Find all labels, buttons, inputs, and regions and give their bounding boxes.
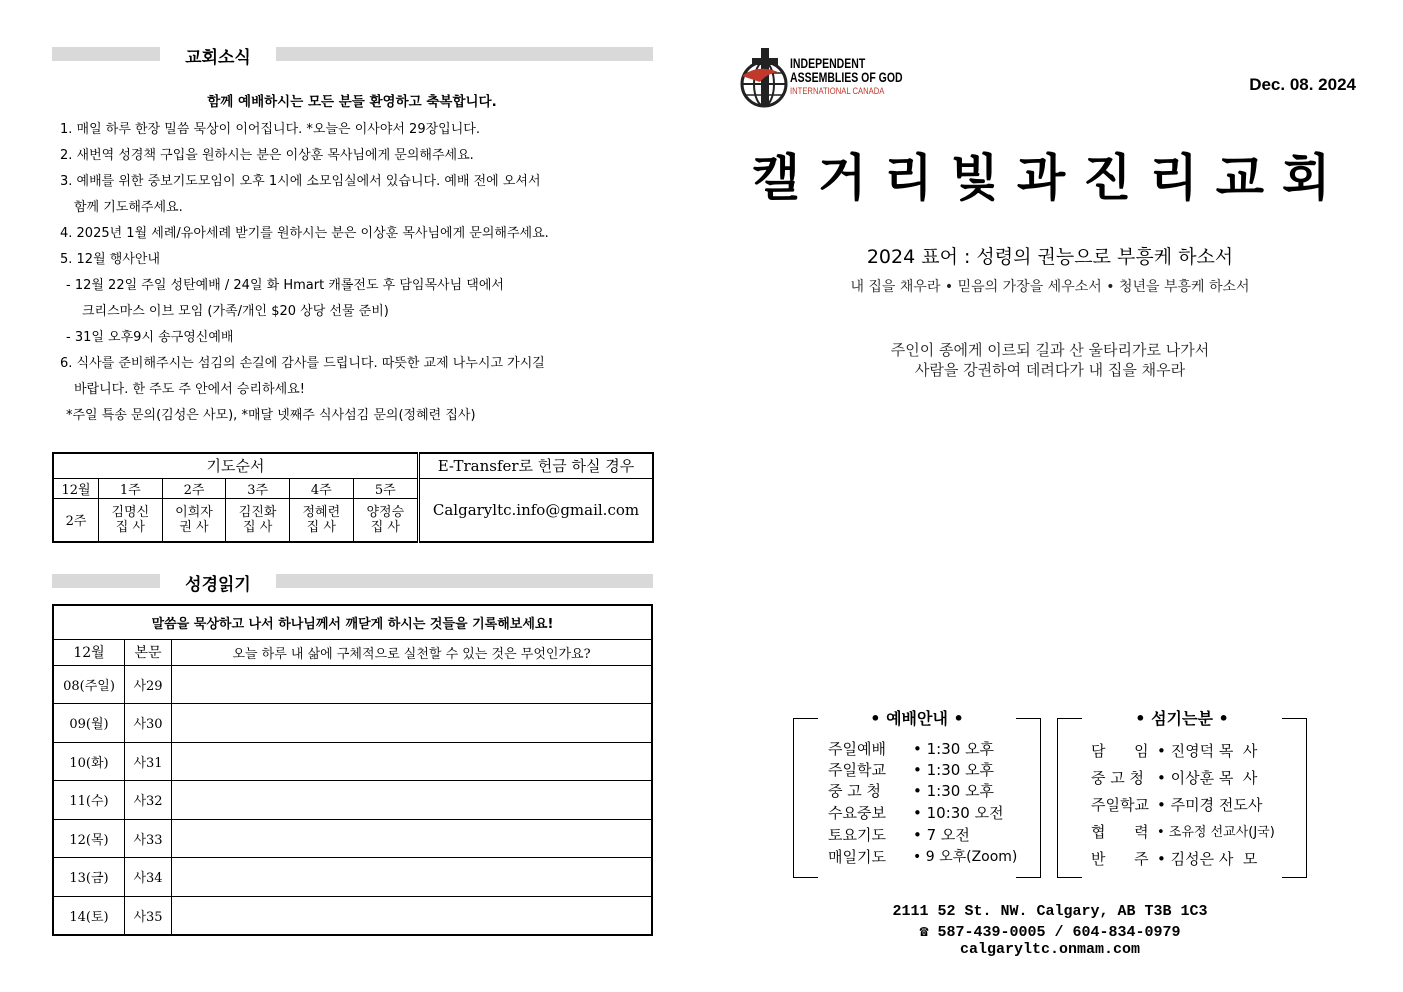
motto-subtitle: 내 집을 채우라 • 믿음의 가장을 세우소서 • 청년을 부흥케 하소서 <box>850 279 1250 295</box>
reading-instruction: 말씀을 묵상하고 나서 하나님께서 깨닫게 하시는 것들을 기록해보세요! <box>53 605 652 639</box>
reading-note-field[interactable] <box>172 896 653 935</box>
service-name: 주일학교 <box>828 761 886 779</box>
service-info-box <box>793 709 1041 876</box>
reading-passage: 사29 <box>125 665 172 704</box>
prayer-title: 기도순서 <box>53 453 419 478</box>
staff-name: • 주미경 전도사 <box>1157 796 1263 814</box>
news-line: 크리스마스 이브 모임 (가족/개인 $20 상당 선물 준비) <box>82 304 389 319</box>
reading-note-field[interactable] <box>172 704 653 743</box>
reading-date: 11(수) <box>53 781 125 820</box>
section-bar-right <box>276 47 653 61</box>
staff-name: • 조유정 선교사(J국) <box>1157 825 1275 840</box>
service-name: 매일기도 <box>828 848 886 866</box>
staff-role: 주일학교 <box>1091 796 1149 814</box>
reading-date: 10(화) <box>53 742 125 781</box>
week-header: 1주 <box>99 478 163 498</box>
reading-passage: 사30 <box>125 704 172 743</box>
service-name: 수요중보 <box>828 804 886 822</box>
section-bar-left <box>52 47 160 61</box>
section-bar-left <box>52 574 160 588</box>
prayer-month: 12월 <box>53 478 99 498</box>
reading-note-field[interactable] <box>172 665 653 704</box>
prayer-name: 정혜련 <box>302 504 341 520</box>
news-line: *주일 특송 문의(김성은 사모), *매달 넷째주 식사섬김 문의(정혜련 집사) <box>66 408 476 423</box>
news-line: 6. 식사를 준비해주시는 섬김의 손길에 감사를 드립니다. 따뜻한 교제 나누시고 가시길 <box>60 356 545 371</box>
church-address: 2111 52 St. NW. Calgary, AB T3B 1C3 <box>892 903 1208 920</box>
news-line: 5. 12월 행사안내 <box>60 252 161 267</box>
reading-note-field[interactable] <box>172 819 653 858</box>
etransfer-email[interactable]: Calgaryltc.info@gmail.com <box>419 478 654 542</box>
prayer-name: 김진화 <box>238 504 277 520</box>
reading-passage: 사33 <box>125 819 172 858</box>
prayer-name-cell <box>353 498 418 542</box>
news-heading: 교회소식 <box>185 48 251 68</box>
bible-reading-table <box>52 604 653 936</box>
service-time: • 10:30 오전 <box>913 804 1004 822</box>
service-name: 토요기도 <box>828 826 886 844</box>
news-line: 1. 매일 하루 한장 밀씀 묵상이 이어집니다. *오늘은 이사야서 29장입니다. <box>60 122 480 137</box>
service-name: 중 고 청 <box>828 782 882 800</box>
news-line: 바랍니다. 한 주도 주 안에서 승리하세요! <box>74 382 305 397</box>
news-line: 4. 2025년 1월 세례/유아세례 받기를 원하시는 분은 이상훈 목사님에게 문의해주세요. <box>60 226 549 241</box>
reading-col-question: 오늘 하루 내 삶에 구체적으로 실천할 수 있는 것은 무엇인가요? <box>172 639 653 665</box>
news-line: - 12월 22일 주일 성탄예배 / 24일 화 Hmart 캐롤전도 후 담임목사님 댁에서 <box>66 278 504 293</box>
staff-box <box>1057 709 1307 876</box>
week-header: 3주 <box>226 478 290 498</box>
section-bar-right <box>276 574 653 588</box>
prayer-role: 집 사 <box>370 519 400 535</box>
prayer-name: 양정승 <box>366 504 405 520</box>
service-name: 주일예배 <box>828 740 886 758</box>
globe-cross-icon <box>738 46 794 110</box>
staff-name: • 김성은 사 모 <box>1157 850 1258 868</box>
service-time: • 1:30 오후 <box>913 782 995 800</box>
reading-note-field[interactable] <box>172 742 653 781</box>
service-info-title: • 예배안내 • <box>870 709 964 728</box>
staff-role: 협 력 <box>1091 823 1149 841</box>
service-time: • 9 오후(Zoom) <box>913 849 1018 865</box>
reading-passage: 사35 <box>125 896 172 935</box>
bulletin-date: Dec. 08. 2024 <box>1249 75 1356 94</box>
staff-name: • 진영덕 목 사 <box>1157 742 1258 760</box>
staff-role: 중 고 청 <box>1091 769 1145 787</box>
reading-note-field[interactable] <box>172 781 653 820</box>
staff-role: 담 임 <box>1091 742 1149 760</box>
week-header: 5주 <box>353 478 418 498</box>
prayer-name-cell <box>162 498 226 542</box>
news-list <box>60 117 660 429</box>
etransfer-title: E-Transfer로 헌금 하실 경우 <box>419 453 654 478</box>
reading-passage: 사31 <box>125 742 172 781</box>
prayer-name-cell <box>289 498 353 542</box>
verse-line: 사람을 강권하여 데려다가 내 집을 채우라 <box>914 361 1186 379</box>
prayer-role: 집 사 <box>243 519 273 535</box>
logo-line: INTERNATIONAL CANADA <box>790 86 885 96</box>
reading-col-text: 본문 <box>125 639 172 665</box>
logo-line: ASSEMBLIES OF GOD <box>790 69 903 85</box>
news-line: 3. 예배를 위한 중보기도모임이 오후 1시에 소모임실에서 있습니다. 예배 전에 오셔서 <box>60 174 541 189</box>
news-line: 2. 새번역 성경책 구입을 원하시는 분은 이상훈 목사님에게 문의해주세요. <box>60 148 474 163</box>
annual-motto: 2024 표어 : 성령의 권능으로 부흥케 하소서 <box>866 246 1234 268</box>
reading-passage: 사32 <box>125 781 172 820</box>
week-header: 4주 <box>289 478 353 498</box>
prayer-name-cell <box>226 498 290 542</box>
church-website[interactable]: calgaryltc.onmam.com <box>959 941 1141 958</box>
denomination-logo <box>738 46 794 110</box>
prayer-role: 집 사 <box>115 519 145 535</box>
reading-date: 13(금) <box>53 858 125 897</box>
church-phone: ☎ 587-439-0005 / 604-834-0979 <box>919 924 1181 941</box>
reading-date: 09(월) <box>53 704 125 743</box>
staff-name: • 이상훈 목 사 <box>1157 769 1258 787</box>
staff-role: 반 주 <box>1091 850 1149 868</box>
reading-date: 14(토) <box>53 896 125 935</box>
logo-text <box>790 56 940 98</box>
staff-title: • 섬기는분 • <box>1135 709 1229 728</box>
welcome-message: 함께 예배하시는 모든 분들 환영하고 축복합니다. <box>207 94 497 110</box>
prayer-role: 권 사 <box>179 519 209 535</box>
church-name: 캘거리빛과진리교회 <box>751 149 1349 207</box>
reading-col-month: 12월 <box>53 639 125 665</box>
service-time: • 1:30 오후 <box>913 740 995 758</box>
service-time: • 7 오전 <box>913 826 970 844</box>
reading-date: 08(주일) <box>53 665 125 704</box>
prayer-name: 이희자 <box>175 504 213 520</box>
reading-date: 12(목) <box>53 819 125 858</box>
reading-heading: 성경읽기 <box>185 575 251 595</box>
logo-line: INDEPENDENT <box>790 55 866 71</box>
prayer-row-label: 2주 <box>53 498 99 542</box>
prayer-role: 집 사 <box>306 519 336 535</box>
prayer-name: 김명신 <box>111 504 150 520</box>
service-time: • 1:30 오후 <box>913 761 995 779</box>
reading-passage: 사34 <box>125 858 172 897</box>
prayer-schedule-table <box>52 452 654 543</box>
news-line: - 31일 오후9시 송구영신예배 <box>66 330 234 345</box>
prayer-name-cell <box>99 498 163 542</box>
reading-note-field[interactable] <box>172 858 653 897</box>
week-header: 2주 <box>162 478 226 498</box>
news-line: 함께 기도해주세요. <box>74 200 183 215</box>
verse-line: 주인이 종에게 이르되 길과 산 울타리가로 나가서 <box>890 341 1210 359</box>
